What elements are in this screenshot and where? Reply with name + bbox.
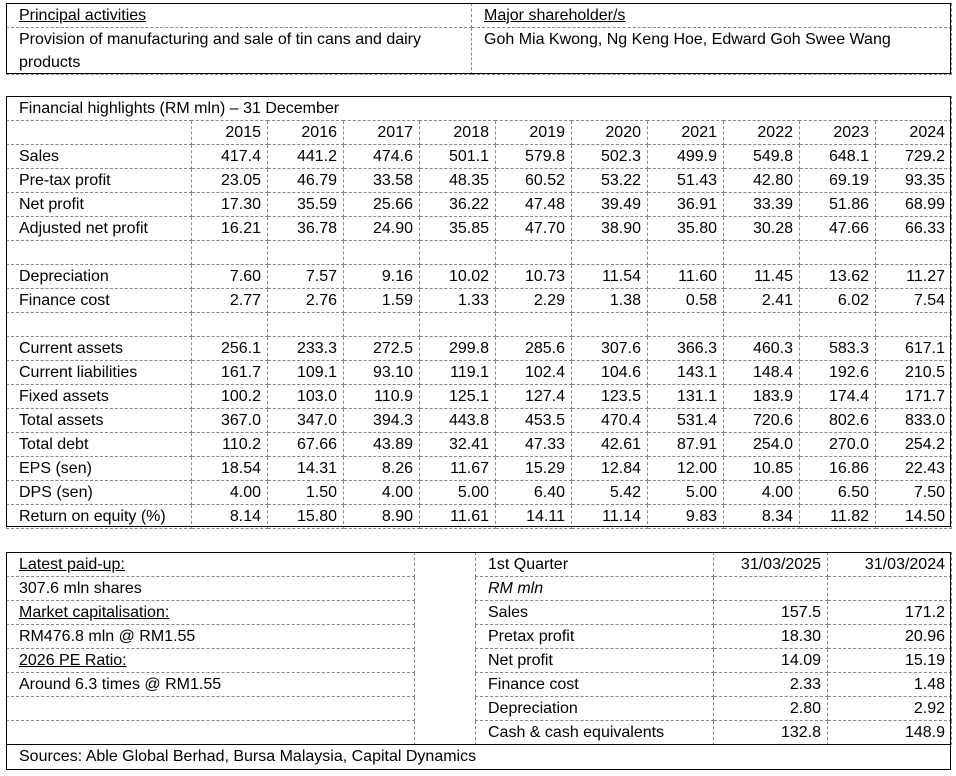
row-label: Adjusted net profit <box>7 217 192 241</box>
value-cell: 15.29 <box>496 457 572 481</box>
value-cell: 104.6 <box>572 361 648 385</box>
value-cell: 47.33 <box>496 433 572 457</box>
value-cell: 18.54 <box>192 457 268 481</box>
value-cell: 131.1 <box>648 385 724 409</box>
quarter-value-2025: 2.80 <box>714 697 828 721</box>
value-cell: 8.90 <box>344 505 420 529</box>
value-cell: 36.78 <box>268 217 344 241</box>
quarter-row-label: Sales <box>476 601 714 625</box>
value-cell: 648.1 <box>800 145 876 169</box>
quarter-row <box>476 673 952 697</box>
value-cell: 46.79 <box>268 169 344 193</box>
value-cell: 51.43 <box>648 169 724 193</box>
value-cell: 2.29 <box>496 289 572 313</box>
value-cell: 256.1 <box>192 337 268 361</box>
value-cell: 617.1 <box>876 337 952 361</box>
value-cell: 417.4 <box>192 145 268 169</box>
value-cell <box>876 241 952 265</box>
value-cell <box>496 241 572 265</box>
value-cell: 366.3 <box>648 337 724 361</box>
value-cell: 22.43 <box>876 457 952 481</box>
value-cell <box>192 241 268 265</box>
value-cell <box>724 241 800 265</box>
value-cell: 12.00 <box>648 457 724 481</box>
value-cell: 53.22 <box>572 169 648 193</box>
financial-row <box>7 169 952 193</box>
value-cell: 5.00 <box>420 481 496 505</box>
value-cell <box>420 313 496 337</box>
value-cell: 9.16 <box>344 265 420 289</box>
value-cell: 11.82 <box>800 505 876 529</box>
financial-highlights-title: Financial highlights (RM mln) – 31 December <box>7 97 952 121</box>
value-cell: 42.61 <box>572 433 648 457</box>
value-cell: 501.1 <box>420 145 496 169</box>
value-cell: 148.4 <box>724 361 800 385</box>
value-cell: 67.66 <box>268 433 344 457</box>
row-label: Depreciation <box>7 265 192 289</box>
value-cell: 460.3 <box>724 337 800 361</box>
row-label <box>7 313 192 337</box>
value-cell: 272.5 <box>344 337 420 361</box>
value-cell: 110.9 <box>344 385 420 409</box>
value-cell: 254.0 <box>724 433 800 457</box>
value-cell: 1.59 <box>344 289 420 313</box>
financial-row <box>7 505 952 529</box>
year-header-row <box>7 121 952 145</box>
value-cell <box>192 313 268 337</box>
value-cell: 7.57 <box>268 265 344 289</box>
value-cell: 285.6 <box>496 337 572 361</box>
value-cell <box>496 313 572 337</box>
value-cell: 6.40 <box>496 481 572 505</box>
value-cell: 470.4 <box>572 409 648 433</box>
row-label: EPS (sen) <box>7 457 192 481</box>
year-header: 2016 <box>268 121 344 145</box>
spacer-row <box>7 241 952 265</box>
market-cap-label: Market capitalisation: <box>7 601 415 625</box>
quarter-row <box>476 697 952 721</box>
value-cell: 60.52 <box>496 169 572 193</box>
value-cell: 47.70 <box>496 217 572 241</box>
value-cell: 161.7 <box>192 361 268 385</box>
value-cell: 10.73 <box>496 265 572 289</box>
value-cell: 1.50 <box>268 481 344 505</box>
quarter-value-2025: 2.33 <box>714 673 828 697</box>
value-cell: 11.60 <box>648 265 724 289</box>
value-cell: 25.66 <box>344 193 420 217</box>
quarter-value-2025: 14.09 <box>714 649 828 673</box>
row-label: Sales <box>7 145 192 169</box>
financial-row <box>7 385 952 409</box>
value-cell: 24.90 <box>344 217 420 241</box>
value-cell: 299.8 <box>420 337 496 361</box>
value-cell: 6.50 <box>800 481 876 505</box>
value-cell: 119.1 <box>420 361 496 385</box>
year-header: 2024 <box>876 121 952 145</box>
value-cell: 474.6 <box>344 145 420 169</box>
value-cell: 2.76 <box>268 289 344 313</box>
value-cell: 47.48 <box>496 193 572 217</box>
value-cell: 233.3 <box>268 337 344 361</box>
value-cell: 531.4 <box>648 409 724 433</box>
value-cell <box>800 313 876 337</box>
value-cell: 143.1 <box>648 361 724 385</box>
quarter-row-label: Cash & cash equivalents <box>476 721 714 745</box>
value-cell: 453.5 <box>496 409 572 433</box>
value-cell: 10.02 <box>420 265 496 289</box>
header-blank <box>7 121 192 145</box>
value-cell: 4.00 <box>344 481 420 505</box>
quarter-row <box>476 721 952 745</box>
value-cell <box>268 241 344 265</box>
value-cell: 210.5 <box>876 361 952 385</box>
value-cell: 13.62 <box>800 265 876 289</box>
quarter-col-2025: 31/03/2025 <box>714 553 828 577</box>
value-cell: 87.91 <box>648 433 724 457</box>
quarter-value-2024: 15.19 <box>828 649 952 673</box>
value-cell: 579.8 <box>496 145 572 169</box>
paidup-label: Latest paid-up: <box>7 553 415 577</box>
value-cell: 123.5 <box>572 385 648 409</box>
financial-row <box>7 409 952 433</box>
value-cell: 11.45 <box>724 265 800 289</box>
value-cell: 69.19 <box>800 169 876 193</box>
quarter-value-2025: 157.5 <box>714 601 828 625</box>
financial-row <box>7 361 952 385</box>
value-cell: 270.0 <box>800 433 876 457</box>
financial-row <box>7 145 952 169</box>
quarter-row-label: Finance cost <box>476 673 714 697</box>
value-cell <box>344 241 420 265</box>
value-cell: 183.9 <box>724 385 800 409</box>
value-cell: 47.66 <box>800 217 876 241</box>
value-cell: 7.50 <box>876 481 952 505</box>
financial-row <box>7 337 952 361</box>
value-cell: 171.7 <box>876 385 952 409</box>
value-cell: 66.33 <box>876 217 952 241</box>
value-cell: 35.85 <box>420 217 496 241</box>
year-header: 2022 <box>724 121 800 145</box>
value-cell: 4.00 <box>192 481 268 505</box>
row-label: Finance cost <box>7 289 192 313</box>
value-cell: 14.50 <box>876 505 952 529</box>
row-label: Return on equity (%) <box>7 505 192 529</box>
row-label: Net profit <box>7 193 192 217</box>
financial-row <box>7 265 952 289</box>
value-cell: 502.3 <box>572 145 648 169</box>
quarter-title: 1st Quarter <box>476 553 714 577</box>
value-cell: 33.39 <box>724 193 800 217</box>
year-header: 2015 <box>192 121 268 145</box>
value-cell: 583.3 <box>800 337 876 361</box>
value-cell: 729.2 <box>876 145 952 169</box>
quarter-row-label: Net profit <box>476 649 714 673</box>
value-cell: 8.34 <box>724 505 800 529</box>
value-cell: 8.26 <box>344 457 420 481</box>
value-cell: 2.77 <box>192 289 268 313</box>
value-cell <box>876 313 952 337</box>
value-cell: 1.38 <box>572 289 648 313</box>
sources-note: Sources: Able Global Berhad, Bursa Malaysia, Capital Dynamics <box>6 744 951 770</box>
value-cell <box>268 313 344 337</box>
blank-row <box>7 721 415 745</box>
quarter-row <box>476 649 952 673</box>
value-cell: 100.2 <box>192 385 268 409</box>
value-cell: 11.27 <box>876 265 952 289</box>
value-cell: 11.14 <box>572 505 648 529</box>
value-cell: 1.33 <box>420 289 496 313</box>
value-cell: 7.60 <box>192 265 268 289</box>
quarter-table <box>475 552 952 745</box>
value-cell: 93.10 <box>344 361 420 385</box>
quarter-value-2024: 2.92 <box>828 697 952 721</box>
value-cell: 9.83 <box>648 505 724 529</box>
value-cell: 7.54 <box>876 289 952 313</box>
blank-row <box>7 697 415 721</box>
quarter-unit: RM mln <box>476 577 714 601</box>
financial-row <box>7 193 952 217</box>
financial-row <box>7 289 952 313</box>
row-label: Current liabilities <box>7 361 192 385</box>
row-label: DPS (sen) <box>7 481 192 505</box>
spacer-row <box>7 313 952 337</box>
pe-ratio-label: 2026 PE Ratio: <box>7 649 415 673</box>
value-cell: 103.0 <box>268 385 344 409</box>
value-cell <box>648 241 724 265</box>
quarter-row <box>476 625 952 649</box>
value-cell: 16.21 <box>192 217 268 241</box>
value-cell: 38.90 <box>572 217 648 241</box>
value-cell: 23.05 <box>192 169 268 193</box>
financial-row <box>7 217 952 241</box>
value-cell <box>344 313 420 337</box>
value-cell: 6.02 <box>800 289 876 313</box>
row-label: Pre-tax profit <box>7 169 192 193</box>
row-label: Total debt <box>7 433 192 457</box>
financial-row <box>7 481 952 505</box>
value-cell: 93.35 <box>876 169 952 193</box>
value-cell: 35.59 <box>268 193 344 217</box>
blank-cell <box>714 577 828 601</box>
year-header: 2018 <box>420 121 496 145</box>
quarter-row-label: Depreciation <box>476 697 714 721</box>
value-cell <box>420 241 496 265</box>
company-info-table <box>6 3 952 75</box>
financial-highlights-table <box>6 96 952 529</box>
row-label: Total assets <box>7 409 192 433</box>
value-cell: 549.8 <box>724 145 800 169</box>
quarter-col-2024: 31/03/2024 <box>828 553 952 577</box>
value-cell: 802.6 <box>800 409 876 433</box>
value-cell: 32.41 <box>420 433 496 457</box>
value-cell: 16.86 <box>800 457 876 481</box>
value-cell: 11.67 <box>420 457 496 481</box>
value-cell: 51.86 <box>800 193 876 217</box>
year-header: 2023 <box>800 121 876 145</box>
value-cell: 307.6 <box>572 337 648 361</box>
value-cell: 174.4 <box>800 385 876 409</box>
value-cell: 2.41 <box>724 289 800 313</box>
principal-activities-text: Provision of manufacturing and sale of tin cans and dairy products <box>7 28 472 75</box>
year-header: 2017 <box>344 121 420 145</box>
value-cell: 68.99 <box>876 193 952 217</box>
value-cell: 14.31 <box>268 457 344 481</box>
value-cell <box>800 241 876 265</box>
value-cell: 347.0 <box>268 409 344 433</box>
value-cell: 43.89 <box>344 433 420 457</box>
year-header: 2021 <box>648 121 724 145</box>
value-cell: 36.91 <box>648 193 724 217</box>
value-cell: 35.80 <box>648 217 724 241</box>
value-cell: 30.28 <box>724 217 800 241</box>
value-cell: 15.80 <box>268 505 344 529</box>
value-cell: 367.0 <box>192 409 268 433</box>
pe-ratio-value: Around 6.3 times @ RM1.55 <box>7 673 415 697</box>
row-label: Fixed assets <box>7 385 192 409</box>
value-cell: 48.35 <box>420 169 496 193</box>
value-cell <box>648 313 724 337</box>
value-cell: 443.8 <box>420 409 496 433</box>
value-cell: 33.58 <box>344 169 420 193</box>
major-shareholders-label: Major shareholder/s <box>472 4 952 28</box>
value-cell: 5.00 <box>648 481 724 505</box>
value-cell: 11.54 <box>572 265 648 289</box>
value-cell: 192.6 <box>800 361 876 385</box>
value-cell: 11.61 <box>420 505 496 529</box>
principal-activities-label: Principal activities <box>7 4 472 28</box>
value-cell: 5.42 <box>572 481 648 505</box>
row-label: Current assets <box>7 337 192 361</box>
quarter-value-2024: 148.9 <box>828 721 952 745</box>
value-cell: 109.1 <box>268 361 344 385</box>
quarter-value-2025: 18.30 <box>714 625 828 649</box>
quarter-value-2024: 1.48 <box>828 673 952 697</box>
value-cell: 12.84 <box>572 457 648 481</box>
value-cell: 4.00 <box>724 481 800 505</box>
value-cell: 441.2 <box>268 145 344 169</box>
quarter-row-label: Pretax profit <box>476 625 714 649</box>
value-cell: 42.80 <box>724 169 800 193</box>
value-cell <box>724 313 800 337</box>
value-cell: 10.85 <box>724 457 800 481</box>
value-cell <box>572 241 648 265</box>
quarter-row <box>476 601 952 625</box>
value-cell: 0.58 <box>648 289 724 313</box>
year-header: 2020 <box>572 121 648 145</box>
value-cell: 14.11 <box>496 505 572 529</box>
value-cell: 720.6 <box>724 409 800 433</box>
value-cell: 110.2 <box>192 433 268 457</box>
value-cell: 102.4 <box>496 361 572 385</box>
value-cell: 127.4 <box>496 385 572 409</box>
quarter-value-2025: 132.8 <box>714 721 828 745</box>
quarter-value-2024: 171.2 <box>828 601 952 625</box>
capital-info-table <box>6 552 415 745</box>
value-cell: 17.30 <box>192 193 268 217</box>
row-label <box>7 241 192 265</box>
financial-row <box>7 433 952 457</box>
value-cell: 125.1 <box>420 385 496 409</box>
value-cell: 36.22 <box>420 193 496 217</box>
blank-cell <box>828 577 952 601</box>
market-cap-value: RM476.8 mln @ RM1.55 <box>7 625 415 649</box>
value-cell: 254.2 <box>876 433 952 457</box>
value-cell: 394.3 <box>344 409 420 433</box>
paidup-value: 307.6 mln shares <box>7 577 415 601</box>
quarter-value-2024: 20.96 <box>828 625 952 649</box>
major-shareholders-text: Goh Mia Kwong, Ng Keng Hoe, Edward Goh Swee Wang <box>472 28 952 75</box>
year-header: 2019 <box>496 121 572 145</box>
value-cell: 499.9 <box>648 145 724 169</box>
value-cell: 833.0 <box>876 409 952 433</box>
financial-row <box>7 457 952 481</box>
value-cell: 8.14 <box>192 505 268 529</box>
value-cell: 39.49 <box>572 193 648 217</box>
value-cell <box>572 313 648 337</box>
